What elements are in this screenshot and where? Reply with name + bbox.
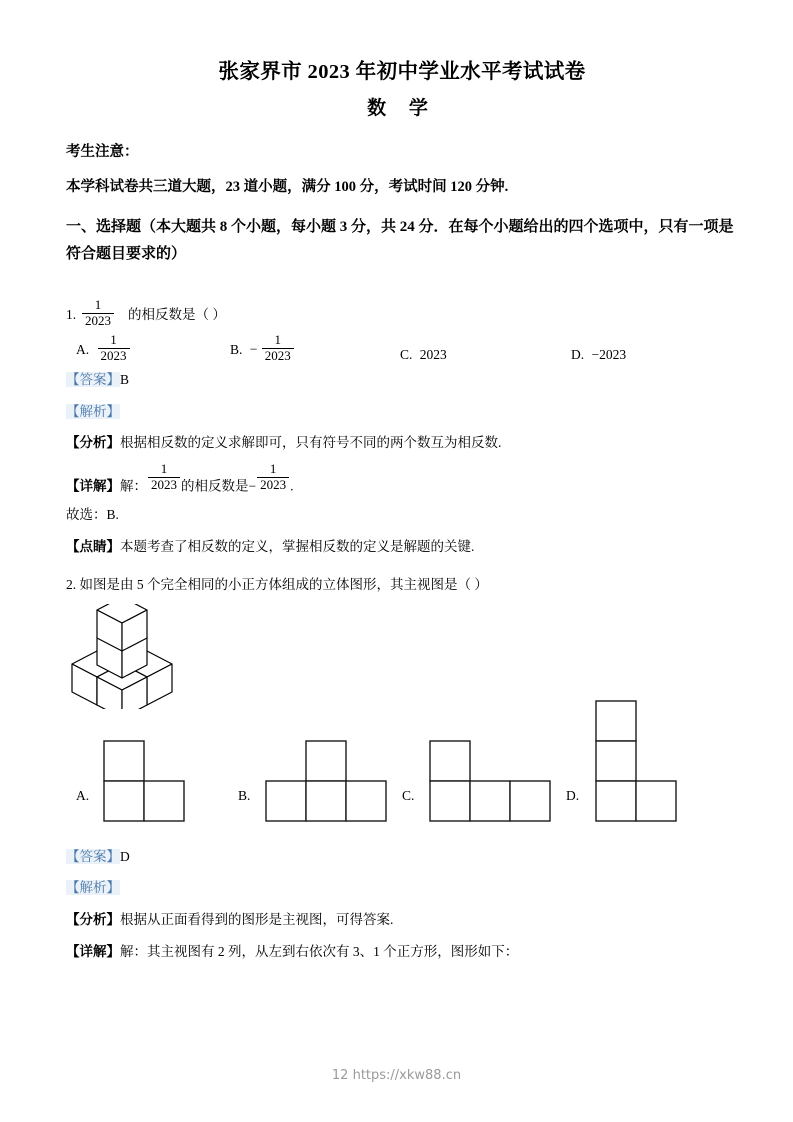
question-2-xiangjie [66,939,738,965]
option-label: C. [400,347,413,363]
view-shape-d-svg [594,699,684,825]
option-b-sign: − [249,341,258,357]
fenxi-text: 根据从正面看得到的图形是主视图，可得答案. [120,911,394,927]
question-1-option-b[interactable] [230,333,295,363]
analysis-tag: 【解析】 [66,403,120,419]
question-2-number: 2. [66,577,77,593]
question-2-answer-value: D [120,848,130,864]
question-1-number: 1. [66,307,77,323]
page-title: 张家界市 2023 年初中学业水平考试试卷 [218,61,586,83]
notice-heading: 考生注意： [66,143,139,160]
fraction-numerator: 1 [94,297,102,313]
view-shape-c-svg [428,739,558,825]
option-d-value: −2023 [591,347,627,363]
answer-tag: 【答案】 [66,372,120,388]
question-2-options [66,718,738,830]
xiangjie-frac2-denominator: 2023 [257,477,289,493]
option-label: B. [230,341,243,357]
option-b-numerator: 1 [274,332,282,348]
xiangjie-suffix: . [290,478,294,494]
question-1-answer-line [66,367,738,393]
question-2-stem [66,573,738,597]
question-1-option-a[interactable] [76,333,131,363]
analysis-tag: 【解析】 [66,880,120,896]
dianjing-tag: 【点睛】 [66,538,120,554]
fraction-denominator: 2023 [82,313,114,329]
question-2-option-c[interactable] [428,739,558,830]
xiangjie-tag: 【详解】 [66,478,120,494]
xiangjie-frac2-numerator: 1 [269,461,277,477]
question-1-stem-tail: 的相反数是（ ） [128,307,226,323]
option-a-denominator: 2023 [98,348,130,364]
fenxi-tag: 【分析】 [66,911,120,927]
option-label: A. [76,341,90,357]
view-shape-b-svg [264,739,394,825]
option-b-denominator: 2023 [262,348,294,364]
document-body [66,58,738,970]
xiangjie-text: 解：其主视图有 2 列，从左到右依次有 3、1 个正方形，图形如下： [120,943,519,959]
question-1-choose-line: 故选：B. [66,507,119,523]
fenxi-text: 根据相反数的定义求解即可，只有符号不同的两个数互为相反数. [120,435,502,451]
question-2-answer-line [66,844,738,870]
dianjing-text: 本题考查了相反数的定义，掌握相反数的定义是解题的关键. [120,538,475,554]
answer-tag: 【答案】 [66,848,120,864]
question-2-stem-text: 如图是由 5 个完全相同的小正方体组成的立体图形，其主视图是（ ） [79,577,488,593]
xiangjie-mid: 的相反数是 [181,478,249,494]
section-heading-choice: 一、选择题（本大题共 8 个小题，每小题 3 分，共 24 分．在每个小题给出的四个选项中，只有一项是符合题目要求的） [66,218,734,263]
question-1-option-d[interactable] [571,347,626,363]
option-label: D. [571,347,585,363]
question-1-stem [66,279,738,328]
xiangjie-tag: 【详解】 [66,943,120,959]
question-2-option-d-label: D. [566,787,580,803]
xiangjie-frac1-denominator: 2023 [148,477,180,493]
question-1-xiangjie [66,462,738,496]
isometric-cubes-svg [66,604,196,709]
question-1-options [66,325,738,367]
question-1-fenxi [66,430,738,456]
question-2-analysis-tag-line [66,875,738,901]
page-footer: 12 https://xkw88.cn [331,1068,462,1083]
question-2-option-c-label: C. [402,787,415,803]
question-2-fenxi [66,907,738,933]
xiangjie-prefix: 解： [120,478,147,494]
option-c-value: 2023 [419,347,447,363]
question-2-option-b[interactable] [264,739,394,830]
option-a-numerator: 1 [110,332,117,348]
question-1-fraction [81,298,115,328]
question-1-option-c[interactable] [400,347,447,363]
question-2-option-a-label: A. [76,787,90,803]
question-2-option-b-label: B. [238,787,251,803]
xiangjie-frac1-numerator: 1 [160,461,168,477]
question-2-option-d[interactable] [594,699,684,830]
fenxi-tag: 【分析】 [66,435,120,451]
subject-title: 数 学 [367,97,437,119]
question-2-option-a[interactable] [102,739,188,830]
question-1-dianjing [66,534,738,560]
view-shape-a-svg [102,739,188,825]
question-1-analysis-tag-line [66,399,738,425]
xiangjie-minus: − [248,478,257,494]
question-1-answer-value: B [120,372,130,388]
notice-body: 本学科试卷共三道大题，23 道小题，满分 100 分，考试时间 120 分钟. [66,178,509,195]
question-2-solid-figure [66,604,738,714]
